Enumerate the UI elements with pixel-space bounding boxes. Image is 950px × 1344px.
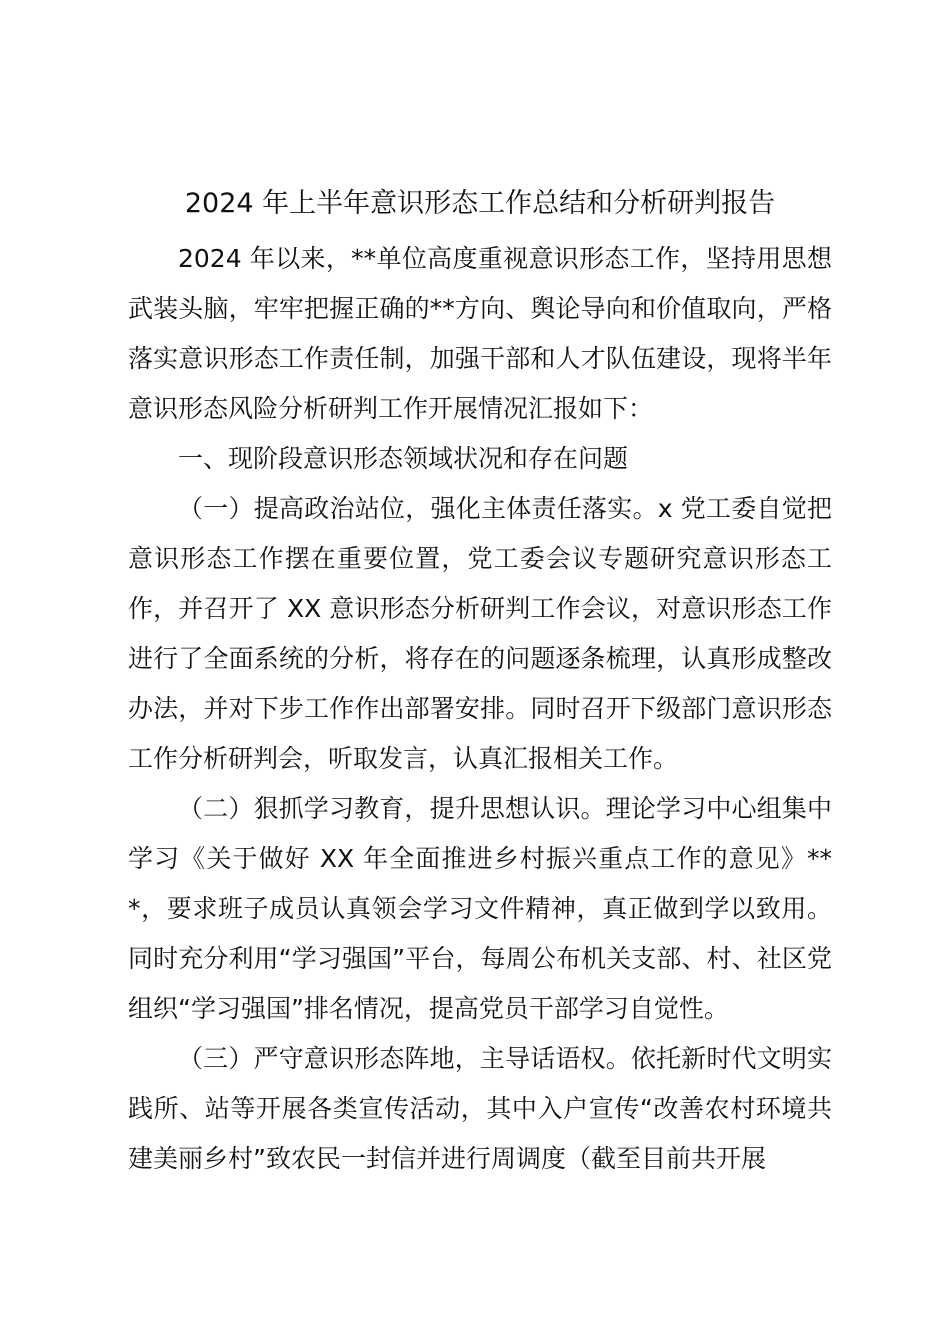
section-heading-1: 一、现阶段意识形态领域状况和存在问题 [178,444,629,473]
paragraph-item-3: （三）严守意识形态阵地，主导话语权。依托新时代文明实践所、站等开展各类宣传活动，其中入户宣传“改善农村环境共建美丽乡村”致农民一封信并进行周调度（截至目前共开展 [128,1044,832,1173]
document-title: 2024 年上半年意识形态工作总结和分析研判报告 [184,188,776,219]
paragraph-intro: 2024 年以来，**单位高度重视意识形态工作，坚持用思想武装头脑，牢牢把握正确的**方向、舆论导向和价值取向，严格落实意识形态工作责任制，加强干部和人才队伍建设，现将半年意识形态风险分析研判工作开展情况汇报如下： [128,244,832,423]
document-body [128,234,832,1184]
paragraph-item-1: （一）提高政治站位，强化主体责任落实。x 党工委自觉把意识形态工作摆在重要位置，党工委会议专题研究意识形态工作，并召开了 XX 意识形态分析研判工作会议，对意识形态工作进行了全面系统的分析，将存在的问题逐条梳理，认真形成整改办法，并对下步工作作出部署安排。同时召开下级部门意识形态工作分析研判会，听取发言，认真汇报相关工作。 [128,494,832,773]
paragraph-item-2: （二）狠抓学习教育，提升思想认识。理论学习中心组集中学习《关于做好 XX 年全面推进乡村振兴重点工作的意见》***，要求班子成员认真领会学习文件精神，真正做到学以致用。同时充分利用“学习强国”平台，每周公布机关支部、村、社区党组织“学习强国”排名情况，提高党员干部学习自觉性。 [128,794,832,1023]
